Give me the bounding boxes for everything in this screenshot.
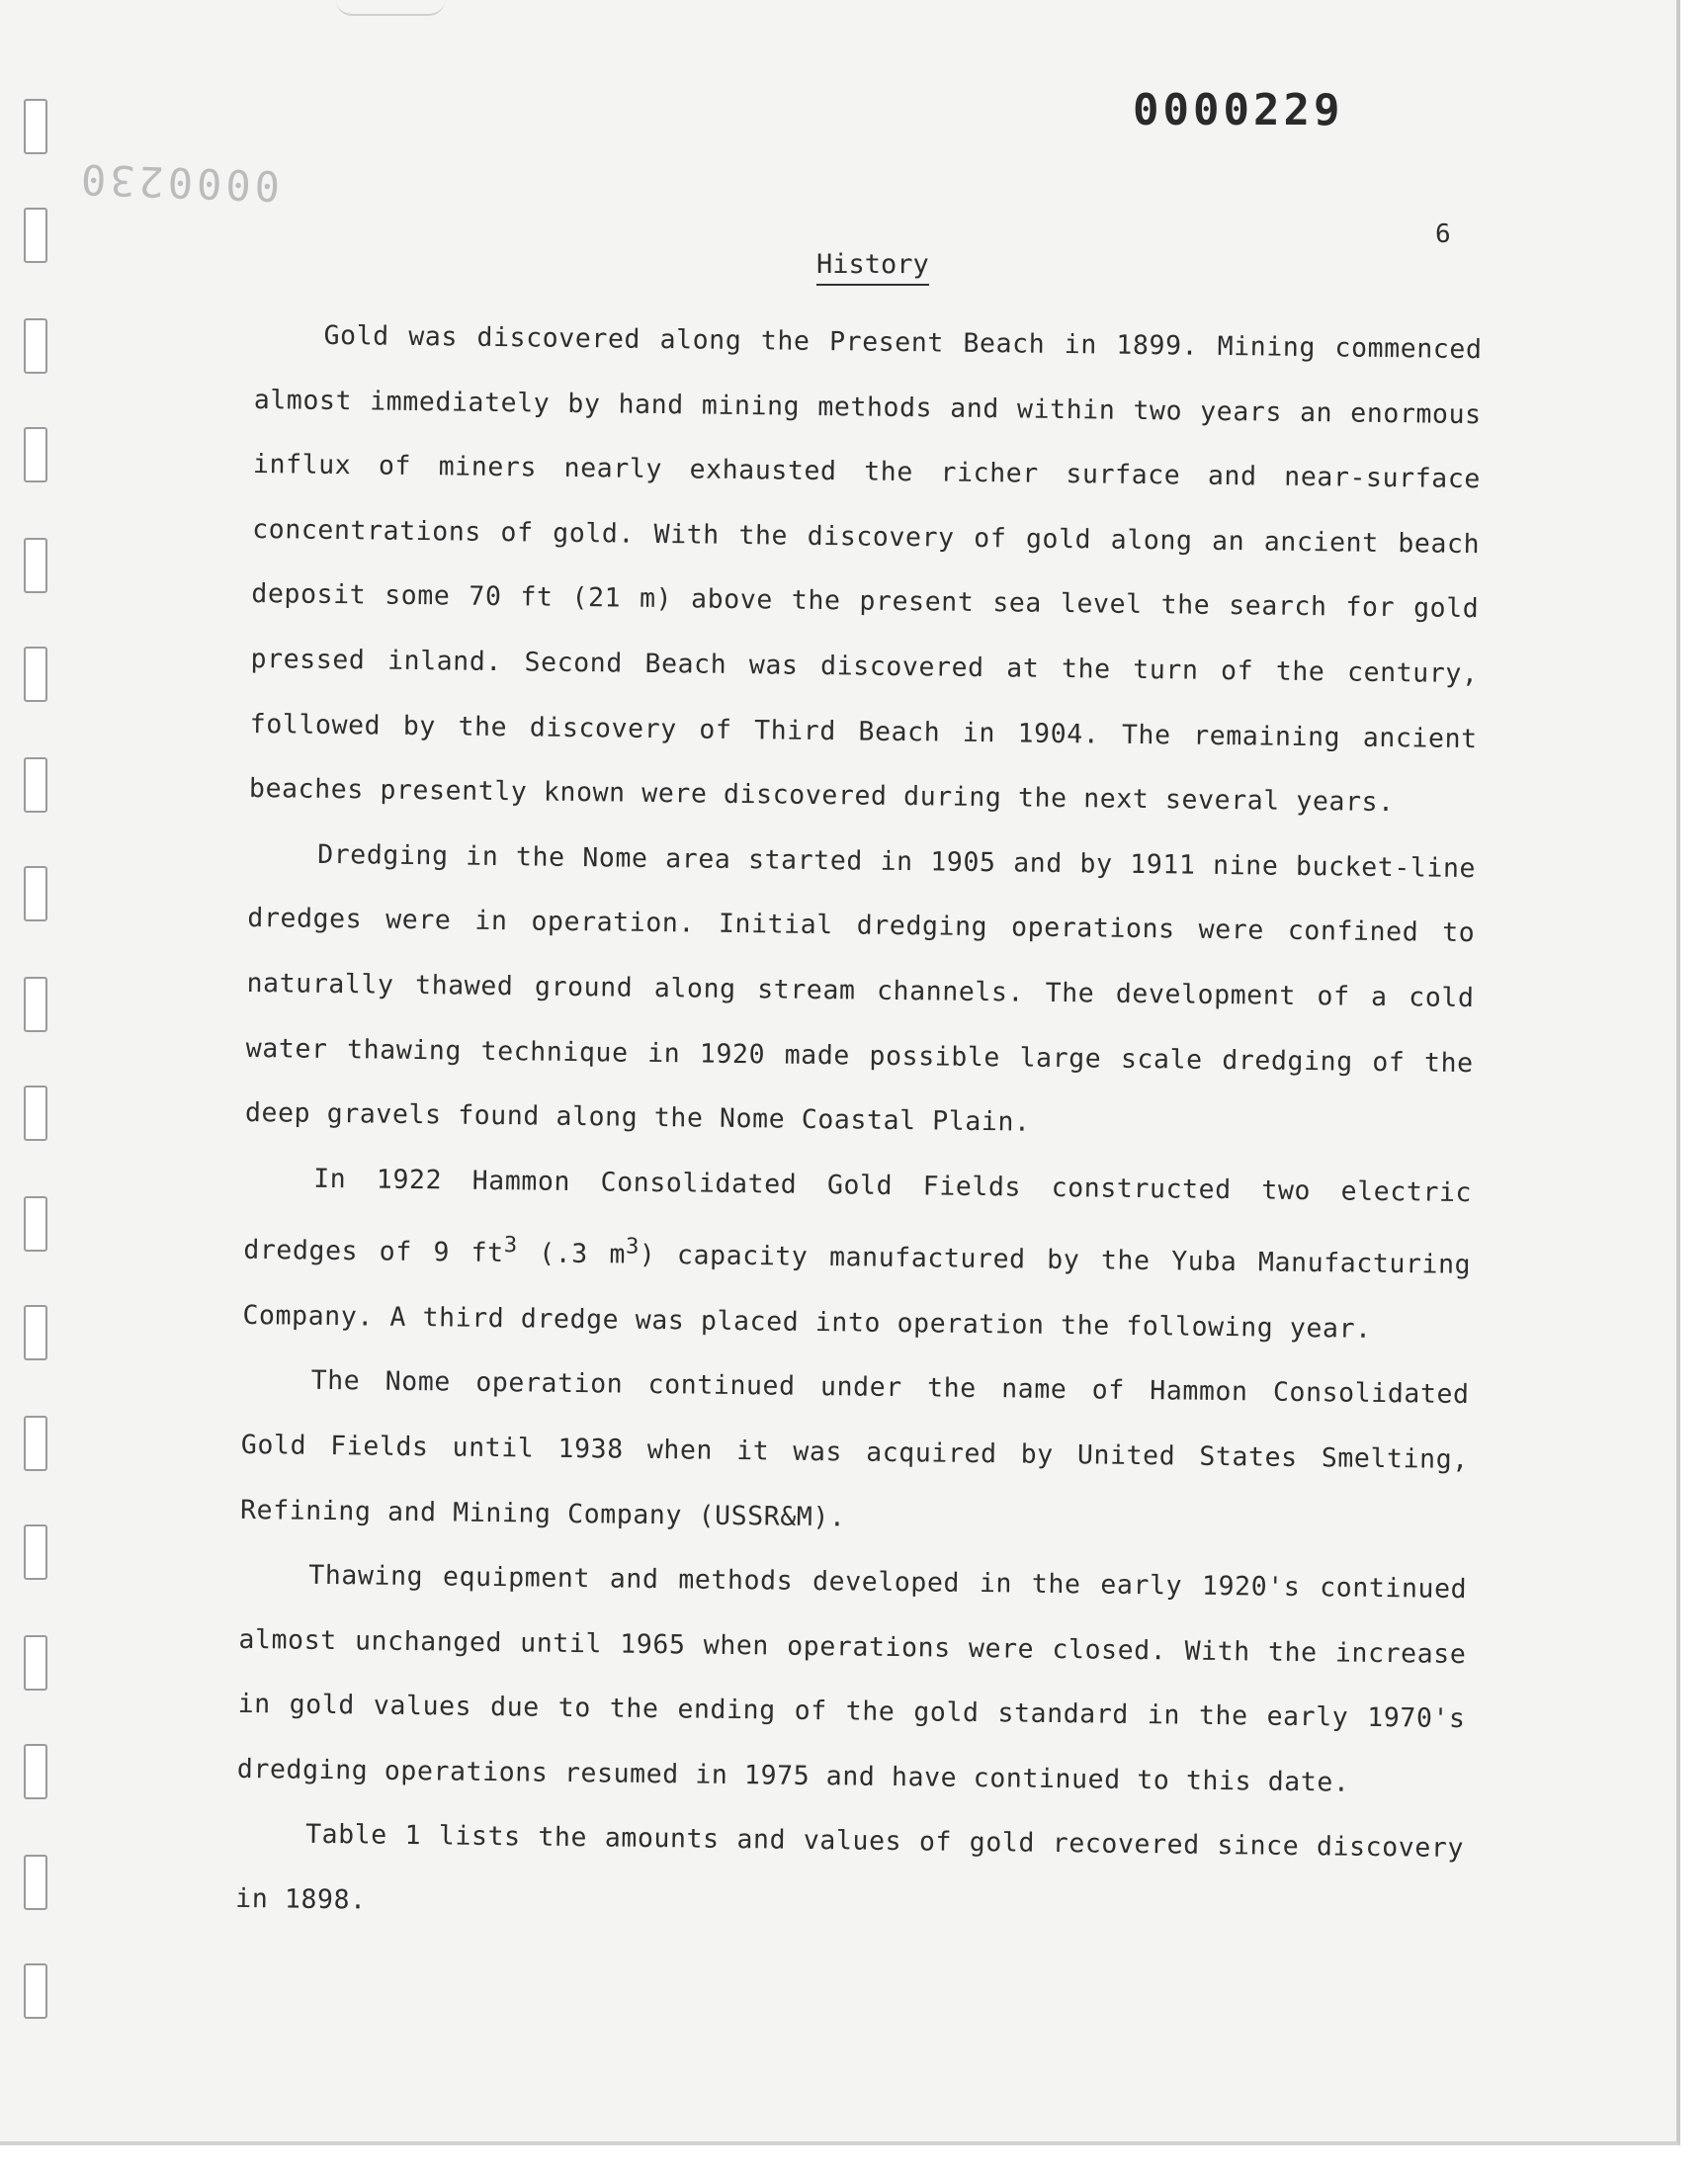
- binder-punch-strip: [0, 0, 59, 2145]
- punch-hole: [24, 977, 47, 1032]
- punch-hole: [24, 1524, 47, 1580]
- paragraph: The Nome operation continued under the name of Hammon Consolidated Gold Fields until 1938 when it was acquired by United States Smelting, Refining and Mining Company (USSR&M).: [239, 1365, 1470, 1532]
- paragraph-text: In 1922 Hammon Consolidated Gold Fields constructed two electric dredges of 9 ft: [243, 1163, 1473, 1269]
- superscript: 3: [625, 1234, 640, 1261]
- punch-hole: [24, 208, 47, 263]
- paragraph: Dredging in the Nome area started in 1905 and by 1911 nine bucket-line dredges were in operation. Initial dredging operations were confined to naturally thawed ground along stream channels. The development of a cold water thawing technique in 1920 made possible large scale dredging of the deep gravels found along the Nome Coastal Plain.: [244, 838, 1477, 1138]
- punch-hole: [24, 1086, 47, 1141]
- superscript: 3: [503, 1233, 518, 1259]
- document-number-stamp: 0000229: [1133, 85, 1344, 135]
- page-number: 6: [1435, 219, 1451, 249]
- section-heading: History: [816, 251, 929, 286]
- paragraph-text: (.3 m: [517, 1238, 627, 1270]
- body-text: [235, 303, 1483, 1947]
- punch-hole: [24, 538, 47, 593]
- paragraph: Thawing equipment and methods developed in the early 1920's continued almost unchanged until 1965 when operations were closed. With the increase in gold values due to the ending of the gold standard in the early 1970's dredging operations resumed in 1975 and have continued to this date.: [236, 1559, 1468, 1798]
- punch-hole: [24, 1635, 47, 1691]
- punch-hole: [24, 318, 47, 374]
- punch-hole: [24, 1744, 47, 1799]
- faint-bleedthrough-stamp: 0000230: [76, 154, 281, 211]
- punch-hole: [24, 1305, 47, 1360]
- punch-hole: [24, 757, 47, 813]
- paragraph: Table 1 lists the amounts and values of gold recovered since discovery in 1898.: [235, 1819, 1465, 1916]
- punch-hole: [24, 1416, 47, 1471]
- punch-hole: [24, 99, 47, 154]
- punch-hole: [24, 1196, 47, 1252]
- paragraph: [242, 1146, 1472, 1363]
- punch-hole: [24, 427, 47, 482]
- punch-hole: [24, 866, 47, 921]
- punch-hole: [24, 1963, 47, 2019]
- punch-hole: [24, 1855, 47, 1910]
- punch-hole: [24, 647, 47, 702]
- paragraph: Gold was discovered along the Present Beach in 1899. Mining commenced almost immediately by hand mining methods and within two years an enormous influx of miners nearly exhausted the richer surface and near-surface concentrations of gold. With the discovery of gold along an ancient beach deposit some 70 ft (21 m) above the present sea level the search for gold pressed inland. Second Beach was discovered at the turn of the century, followed by the discovery of Third Beach in 1904. The remaining ancient beaches presently known were discovered during the next several years.: [248, 319, 1483, 819]
- paragraph-text: ) capacity manufactured by the Yuba Manufacturing Company. A third dredge was placed into operation the following year.: [242, 1239, 1472, 1345]
- scan-smudge: [336, 0, 445, 16]
